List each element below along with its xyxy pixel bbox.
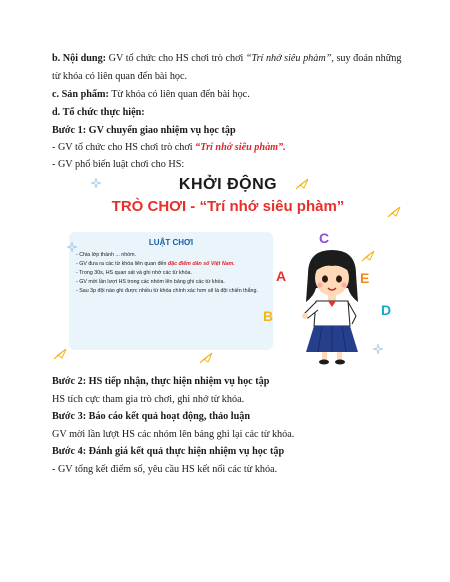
buoc1-item1: [52, 141, 286, 154]
noi-dung-line2: từ khóa có liên quan đến bài học.: [52, 71, 188, 82]
buoc3-text: GV mời lần lượt HS các nhóm lên bảng ghi lại các từ khóa.: [52, 429, 295, 440]
letter-d: D: [381, 302, 392, 318]
poster-title: KHỞI ĐỘNG: [178, 176, 278, 193]
buoc3-heading: Bước 3: Báo cáo kết quả hoạt động, thảo luận: [52, 411, 250, 422]
noi-dung-text-1: GV tổ chức cho HS chơi trò chơi: [106, 53, 246, 64]
rules-title: LUẬT CHƠI: [148, 238, 194, 247]
buoc1-heading: Bước 1: GV chuyển giao nhiệm vụ học tập: [52, 125, 236, 136]
rule-3: - Trong 30s, HS quan sát và ghi nhớ các từ khóa.: [76, 269, 192, 276]
game-poster: [47, 172, 409, 368]
san-pham-text: Từ khóa có liên quan đến bài học.: [108, 89, 250, 100]
paper-plane-icon: [387, 206, 401, 218]
rules-box: [69, 232, 273, 350]
rule-2-highlight: đặc điểm dân số Việt Nam.: [167, 260, 235, 267]
rule-2: [76, 261, 268, 268]
rule-5: - Sau 3p đội nào ghi được nhiều từ khóa chính xác hơn sẽ là đội chiến thắng.: [76, 287, 258, 294]
rule-4: - GV mời lần lượt HS trong các nhóm lên bảng ghi các từ khóa.: [76, 278, 225, 285]
content-noi-dung: [52, 52, 401, 65]
paper-plane-icon: [361, 250, 375, 262]
girl-student-illustration: [292, 244, 372, 366]
buoc4-text: - GV tổng kết điểm số, yêu cầu HS kết nối các từ khóa.: [52, 464, 278, 475]
noi-dung-text-2: , suy đoán những: [331, 53, 402, 64]
noi-dung-game: “Trí nhớ siêu phàm”: [245, 53, 332, 64]
noi-dung-label: b. Nội dung:: [52, 53, 107, 64]
san-pham-label: c. Sản phẩm:: [52, 89, 109, 100]
buoc1-item1-game: “Trí nhớ siêu phàm”.: [195, 142, 286, 153]
rule-2-text: - GV đưa ra các từ khóa liên quan đến: [76, 260, 168, 267]
sparkle-icon: [67, 242, 77, 252]
content-san-pham: [52, 88, 250, 101]
to-chuc-heading: d. Tổ chức thực hiện:: [52, 107, 145, 118]
letter-c: C: [319, 230, 330, 246]
paper-plane-icon: [199, 352, 213, 364]
paper-plane-icon: [295, 178, 309, 190]
letter-e: E: [360, 270, 370, 286]
buoc1-item1-text: - GV tổ chức cho HS chơi trò chơi: [52, 142, 196, 153]
buoc1-item2: - GV phổ biến luật chơi cho HS:: [52, 159, 185, 170]
buoc2-heading: Bước 2: HS tiếp nhận, thực hiện nhiệm vụ học tập: [52, 376, 270, 387]
sparkle-icon: [91, 178, 101, 188]
rules-list: [76, 252, 268, 297]
poster-subtitle: TRÒ CHƠI - “Trí nhớ siêu phàm”: [111, 198, 345, 215]
paper-plane-icon: [53, 348, 67, 360]
rule-1: - Chia lớp thành ... nhóm.: [76, 252, 137, 258]
letter-a: A: [276, 268, 287, 284]
letter-b: B: [263, 308, 274, 324]
buoc4-heading: Bước 4: Đánh giá kết quả thực hiện nhiệm vụ học tập: [52, 446, 285, 457]
sparkle-icon: [373, 344, 383, 354]
buoc2-text: HS tích cực tham gia trò chơi, ghi nhớ từ khóa.: [52, 394, 245, 405]
